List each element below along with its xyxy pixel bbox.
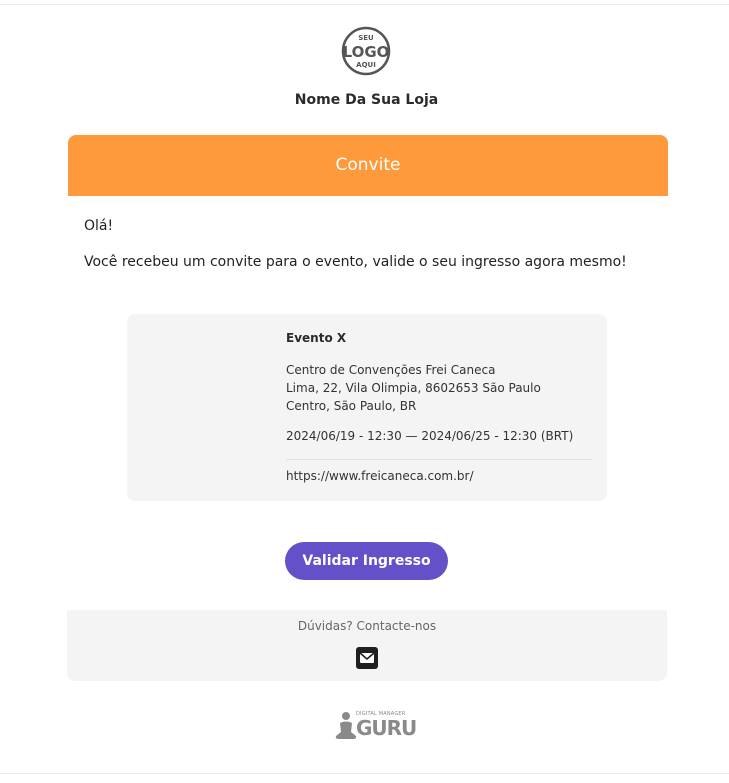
mail-icon[interactable] [356,647,378,669]
event-address-line: Lima, 22, Vila Olimpia, 8602653 São Paulo [286,381,541,395]
top-divider [0,4,729,5]
guru-brand-name: GURU [356,716,417,740]
store-name: Nome Da Sua Loja [294,92,439,108]
invite-message: Você recebeu um convite para o evento, valide o seu ingresso agora mesmo! [84,254,627,270]
store-logo [340,25,392,77]
logo-text-main: LOGO [342,43,390,61]
meditation-figure-icon [334,710,358,744]
event-title: Evento X [286,331,347,345]
event-dates: 2024/06/19 - 12:30 — 2024/06/25 - 12:30 (BRT) [286,429,574,443]
contact-text: Dúvidas? Contacte-nos [297,619,437,633]
event-url-link[interactable]: https://www.freicaneca.com.br/ [286,469,474,483]
event-divider [286,459,592,460]
event-address-line: Centro de Convenções Frei Caneca [286,363,496,377]
event-address [286,361,586,415]
invite-header: Convite [68,135,668,196]
logo-text-top: SEU [358,34,374,42]
guru-tagline: DIGITAL MANAGER [356,711,406,717]
logo-text-bottom: AQUI [356,61,376,69]
event-address-line: Centro, São Paulo, BR [286,399,417,413]
greeting-text: Olá! [84,218,114,234]
contact-footer [67,610,667,681]
event-card [127,314,607,501]
validate-ticket-button[interactable]: Validar Ingresso [285,542,448,580]
bottom-divider [0,773,729,774]
